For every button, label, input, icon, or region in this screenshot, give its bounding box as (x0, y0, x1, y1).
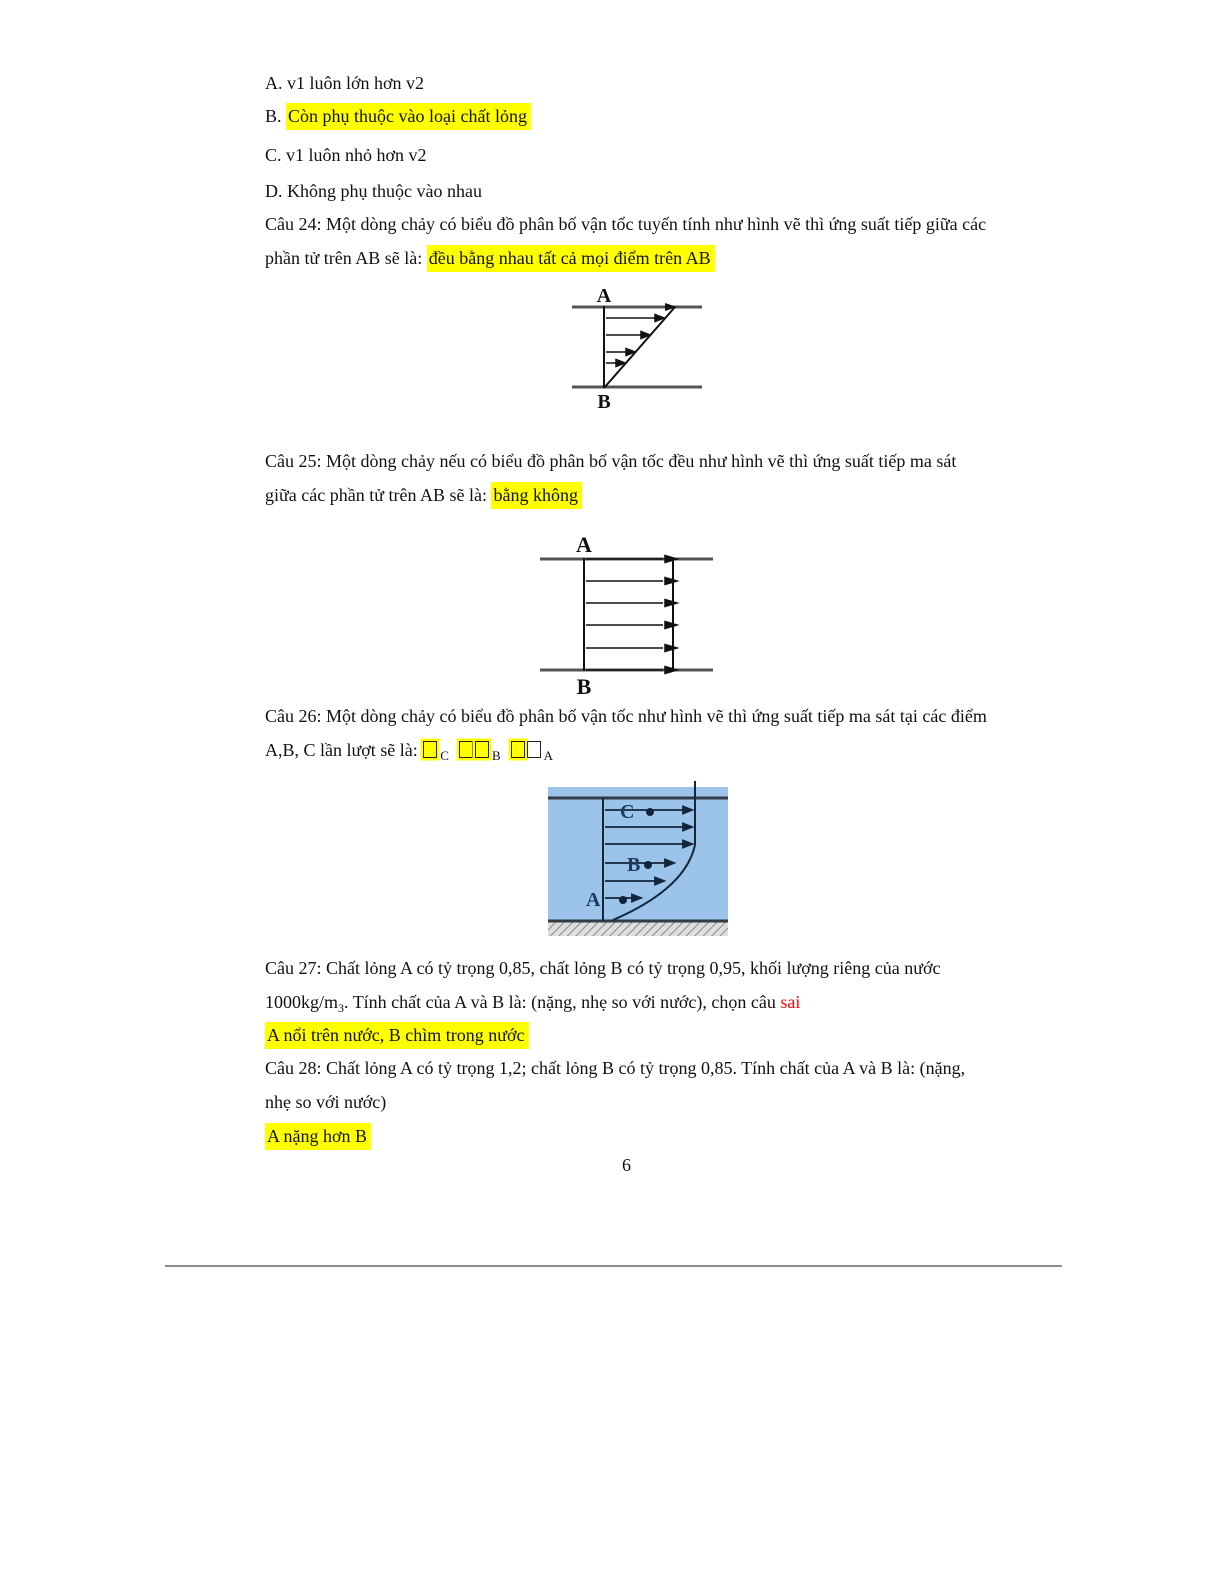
point-a-dot (619, 896, 627, 904)
option-a (265, 66, 424, 100)
q25-line2-prefix: giữa các phần tử trên AB sẽ là: (265, 485, 492, 505)
curved-velocity-profile-diagram (543, 773, 733, 941)
diagram3-label-a: A (586, 889, 601, 911)
option-d-text: D. Không phụ thuộc vào nhau (265, 181, 482, 201)
tau-group-a (510, 740, 553, 763)
q28-line2-text: nhẹ so với nước) (265, 1092, 387, 1112)
diagram1-label-b: B (597, 391, 611, 413)
q25-line1-text: Câu 25: Một dòng chảy nếu có biểu đồ phân bố vận tốc đều như hình vẽ thì ứng suất tiếp ma sát (265, 451, 957, 471)
option-a-text: A. v1 luôn lớn hơn v2 (265, 73, 425, 93)
diagram2-velocity-arrows (586, 556, 677, 674)
q27-line2-a: 1000kg/m (265, 992, 339, 1012)
missing-glyph-box (423, 741, 437, 758)
diagram1-top-arrowhead (665, 303, 677, 311)
option-c (265, 138, 427, 172)
page-break-separator (165, 1265, 1062, 1267)
q26-line1-text: Câu 26: Một dòng chảy có biểu đồ phân bố vận tốc như hình vẽ thì ứng suất tiếp ma sát tại các điểm (265, 706, 987, 726)
q28-line2 (265, 1085, 386, 1119)
tau-group-c (422, 740, 449, 763)
missing-glyph-box (475, 741, 489, 758)
tau-sub-a: A (543, 748, 553, 763)
tau-sub-b: B (491, 748, 501, 763)
q24-line1-text: Câu 24: Một dòng chảy có biểu đồ phân bố vận tốc tuyến tính như hình vẽ thì ứng suất tiếp giữa các (265, 214, 987, 234)
q28-line1-text: Câu 28: Chất lỏng A có tỷ trọng 1,2; chất lỏng B có tỷ trọng 0,85. Tính chất của A và B là: (nặng, (265, 1058, 966, 1078)
q27-highlighted-answer: A nổi trên nước, B chìm trong nước (265, 1022, 529, 1049)
q25-line2 (265, 478, 582, 512)
tau-group-b (458, 740, 501, 763)
option-b-highlighted-answer: Còn phụ thuộc vào loại chất lỏng (286, 103, 531, 130)
diagram2-label-a: A (576, 532, 592, 557)
diagram3-label-c: C (620, 801, 635, 823)
diagram3-label-b: B (627, 854, 641, 876)
q27-line1 (265, 951, 940, 985)
ground-hatching (548, 922, 728, 936)
q27-line2-b: . Tính chất của A và B là: (nặng, nhẹ so với nước), chọn câu (344, 992, 781, 1012)
q26-line2-prefix: A,B, C lần lượt sẽ là: (265, 740, 423, 760)
missing-glyph-box (511, 741, 525, 758)
q28-highlighted-answer: A nặng hơn B (265, 1123, 371, 1150)
q24-line1 (265, 207, 986, 241)
point-c-dot (646, 808, 654, 816)
q25-highlighted-answer: bằng không (491, 482, 582, 509)
diagram1-velocity-arrows (606, 315, 664, 367)
q26-line1 (265, 699, 987, 733)
option-d (265, 174, 482, 208)
option-c-text: C. v1 luôn nhỏ hơn v2 (265, 145, 427, 165)
q27-red-word: sai (780, 992, 801, 1012)
missing-glyph-box (527, 741, 541, 758)
linear-velocity-profile-diagram (556, 282, 716, 414)
missing-glyph-box (459, 741, 473, 758)
q24-line2 (265, 241, 715, 275)
page-number: 6 (622, 1155, 631, 1175)
q27-line1-text: Câu 27: Chất lỏng A có tỷ trọng 0,85, chất lỏng B có tỷ trọng 0,95, khối lượng riêng của nước (265, 958, 941, 978)
point-b-dot (644, 861, 652, 869)
q26-line2 (265, 733, 553, 773)
diagram1-label-a: A (596, 285, 612, 307)
q27-subscript-3: 3 (338, 1001, 345, 1015)
q25-line1 (265, 444, 956, 478)
q24-line2-prefix: phần tử trên AB sẽ là: (265, 248, 427, 268)
q24-highlighted-answer: đều bằng nhau tất cả mọi điểm trên AB (427, 245, 715, 272)
q27-answer (265, 1018, 529, 1052)
uniform-velocity-profile-diagram (535, 528, 720, 698)
option-b-prefix: B. (265, 106, 287, 126)
diagram1-profile-line (604, 307, 675, 388)
option-b (265, 99, 531, 133)
tau-sub-c: C (440, 748, 449, 763)
diagram2-label-b: B (576, 674, 592, 698)
q28-line1 (265, 1051, 965, 1085)
